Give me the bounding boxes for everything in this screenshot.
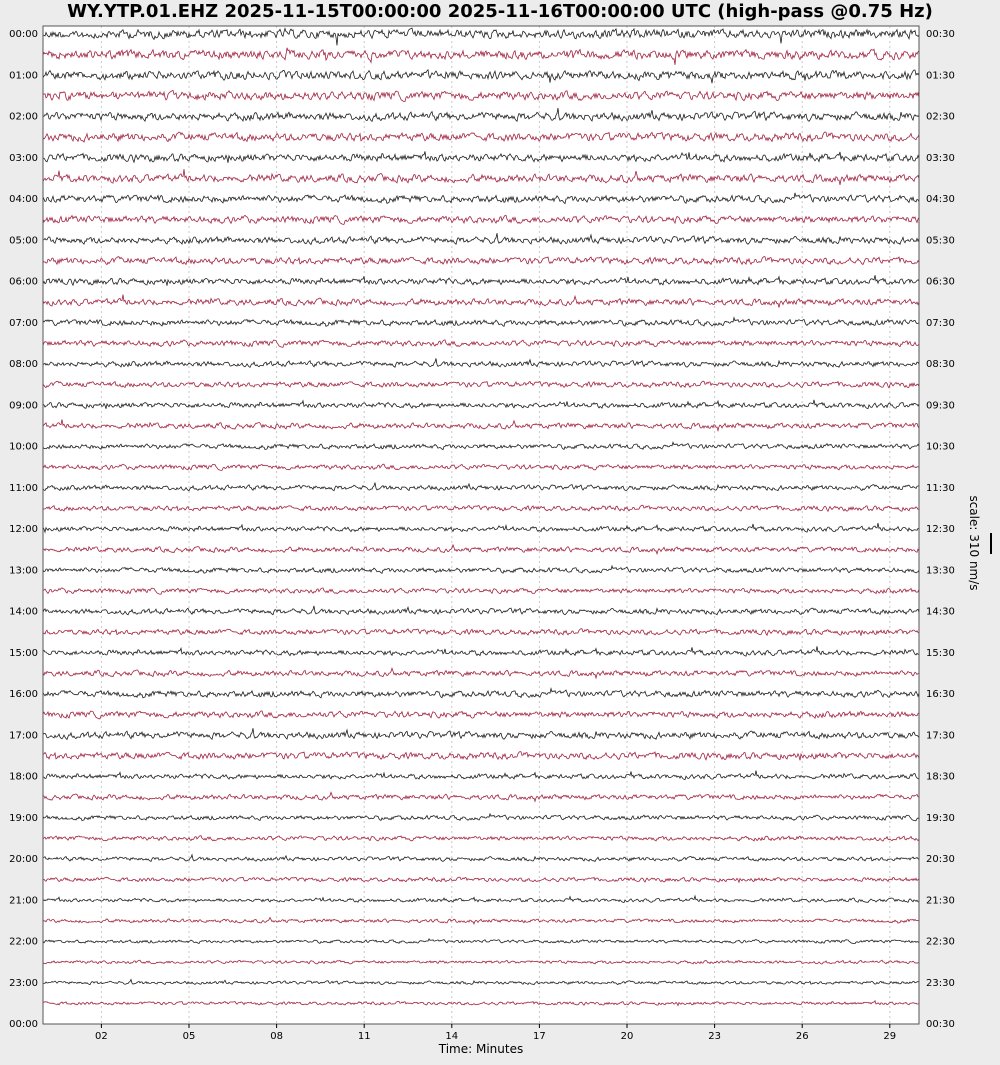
x-tick-label: 20 xyxy=(620,1031,634,1042)
left-time-label: 15:00 xyxy=(9,647,38,659)
right-time-labels xyxy=(926,29,955,1030)
right-time-label: 06:30 xyxy=(926,276,955,288)
x-tick-label: 08 xyxy=(270,1031,283,1042)
x-tick-label: 29 xyxy=(883,1031,897,1042)
right-time-label: 23:30 xyxy=(926,977,955,989)
left-time-label: 23:00 xyxy=(9,977,38,989)
right-time-label: 22:30 xyxy=(926,936,955,948)
left-time-label: 16:00 xyxy=(9,689,38,700)
right-time-label: 14:30 xyxy=(926,606,955,618)
left-time-label: 17:00 xyxy=(9,730,38,742)
right-time-label: 10:30 xyxy=(926,441,955,453)
right-time-label: 11:30 xyxy=(926,482,955,494)
left-time-label: 22:00 xyxy=(9,936,38,948)
right-time-label: 18:30 xyxy=(926,771,955,783)
left-time-label: 02:00 xyxy=(9,111,38,123)
left-time-labels xyxy=(9,29,38,1030)
right-time-label: 21:30 xyxy=(926,895,955,907)
scale-label: scale: 310 nm/s xyxy=(967,495,981,591)
x-tick-label: 05 xyxy=(182,1031,196,1042)
left-time-label: 09:00 xyxy=(9,400,38,412)
left-time-label: 04:00 xyxy=(9,194,38,205)
x-tick-label: 11 xyxy=(357,1031,371,1042)
left-time-label: 19:00 xyxy=(9,812,38,824)
x-axis-label: Time: Minutes xyxy=(438,1042,524,1056)
right-time-label: 08:30 xyxy=(926,359,955,370)
left-time-label: 00:00 xyxy=(9,29,38,40)
left-time-label: 18:00 xyxy=(9,771,38,783)
left-time-label: 00:00 xyxy=(9,1019,38,1030)
right-time-label: 03:30 xyxy=(926,152,955,164)
x-tick-label: 17 xyxy=(533,1031,546,1042)
right-time-label: 00:30 xyxy=(926,29,955,40)
left-time-label: 08:00 xyxy=(9,359,38,370)
right-time-label: 04:30 xyxy=(926,194,955,205)
right-time-label: 15:30 xyxy=(926,647,955,659)
chart-title: WY.YTP.01.EHZ 2025-11-15T00:00:00 2025-11-16T00:00:00 UTC (high-pass @0.75 Hz) xyxy=(67,1,933,22)
right-time-label: 02:30 xyxy=(926,111,955,123)
left-time-label: 14:00 xyxy=(9,606,38,618)
right-time-label: 07:30 xyxy=(926,317,955,329)
left-time-label: 01:00 xyxy=(9,70,38,82)
right-time-label: 09:30 xyxy=(926,400,955,412)
left-time-label: 03:00 xyxy=(9,152,38,164)
x-tick-label: 02 xyxy=(95,1031,108,1042)
left-time-label: 12:00 xyxy=(9,524,38,535)
left-time-label: 07:00 xyxy=(9,317,38,329)
left-time-label: 11:00 xyxy=(9,482,38,494)
right-time-label: 13:30 xyxy=(926,565,955,577)
right-time-label: 12:30 xyxy=(926,524,955,535)
left-time-label: 13:00 xyxy=(9,565,38,577)
right-time-label: 00:30 xyxy=(926,1019,955,1030)
left-time-label: 05:00 xyxy=(9,235,38,247)
right-time-label: 19:30 xyxy=(926,812,955,824)
x-tick-label: 14 xyxy=(445,1031,459,1042)
left-time-label: 21:00 xyxy=(9,895,38,907)
left-time-label: 10:00 xyxy=(9,441,38,453)
x-tick-label: 23 xyxy=(708,1031,721,1042)
right-time-label: 05:30 xyxy=(926,235,955,247)
right-time-label: 17:30 xyxy=(926,730,955,742)
right-time-label: 01:30 xyxy=(926,70,955,82)
right-time-label: 16:30 xyxy=(926,689,955,700)
left-time-label: 06:00 xyxy=(9,276,38,288)
plot-area xyxy=(43,26,919,1024)
left-time-label: 20:00 xyxy=(9,854,38,865)
right-time-label: 20:30 xyxy=(926,854,955,865)
x-tick-label: 26 xyxy=(795,1031,809,1042)
x-axis-ticks xyxy=(95,1024,896,1042)
